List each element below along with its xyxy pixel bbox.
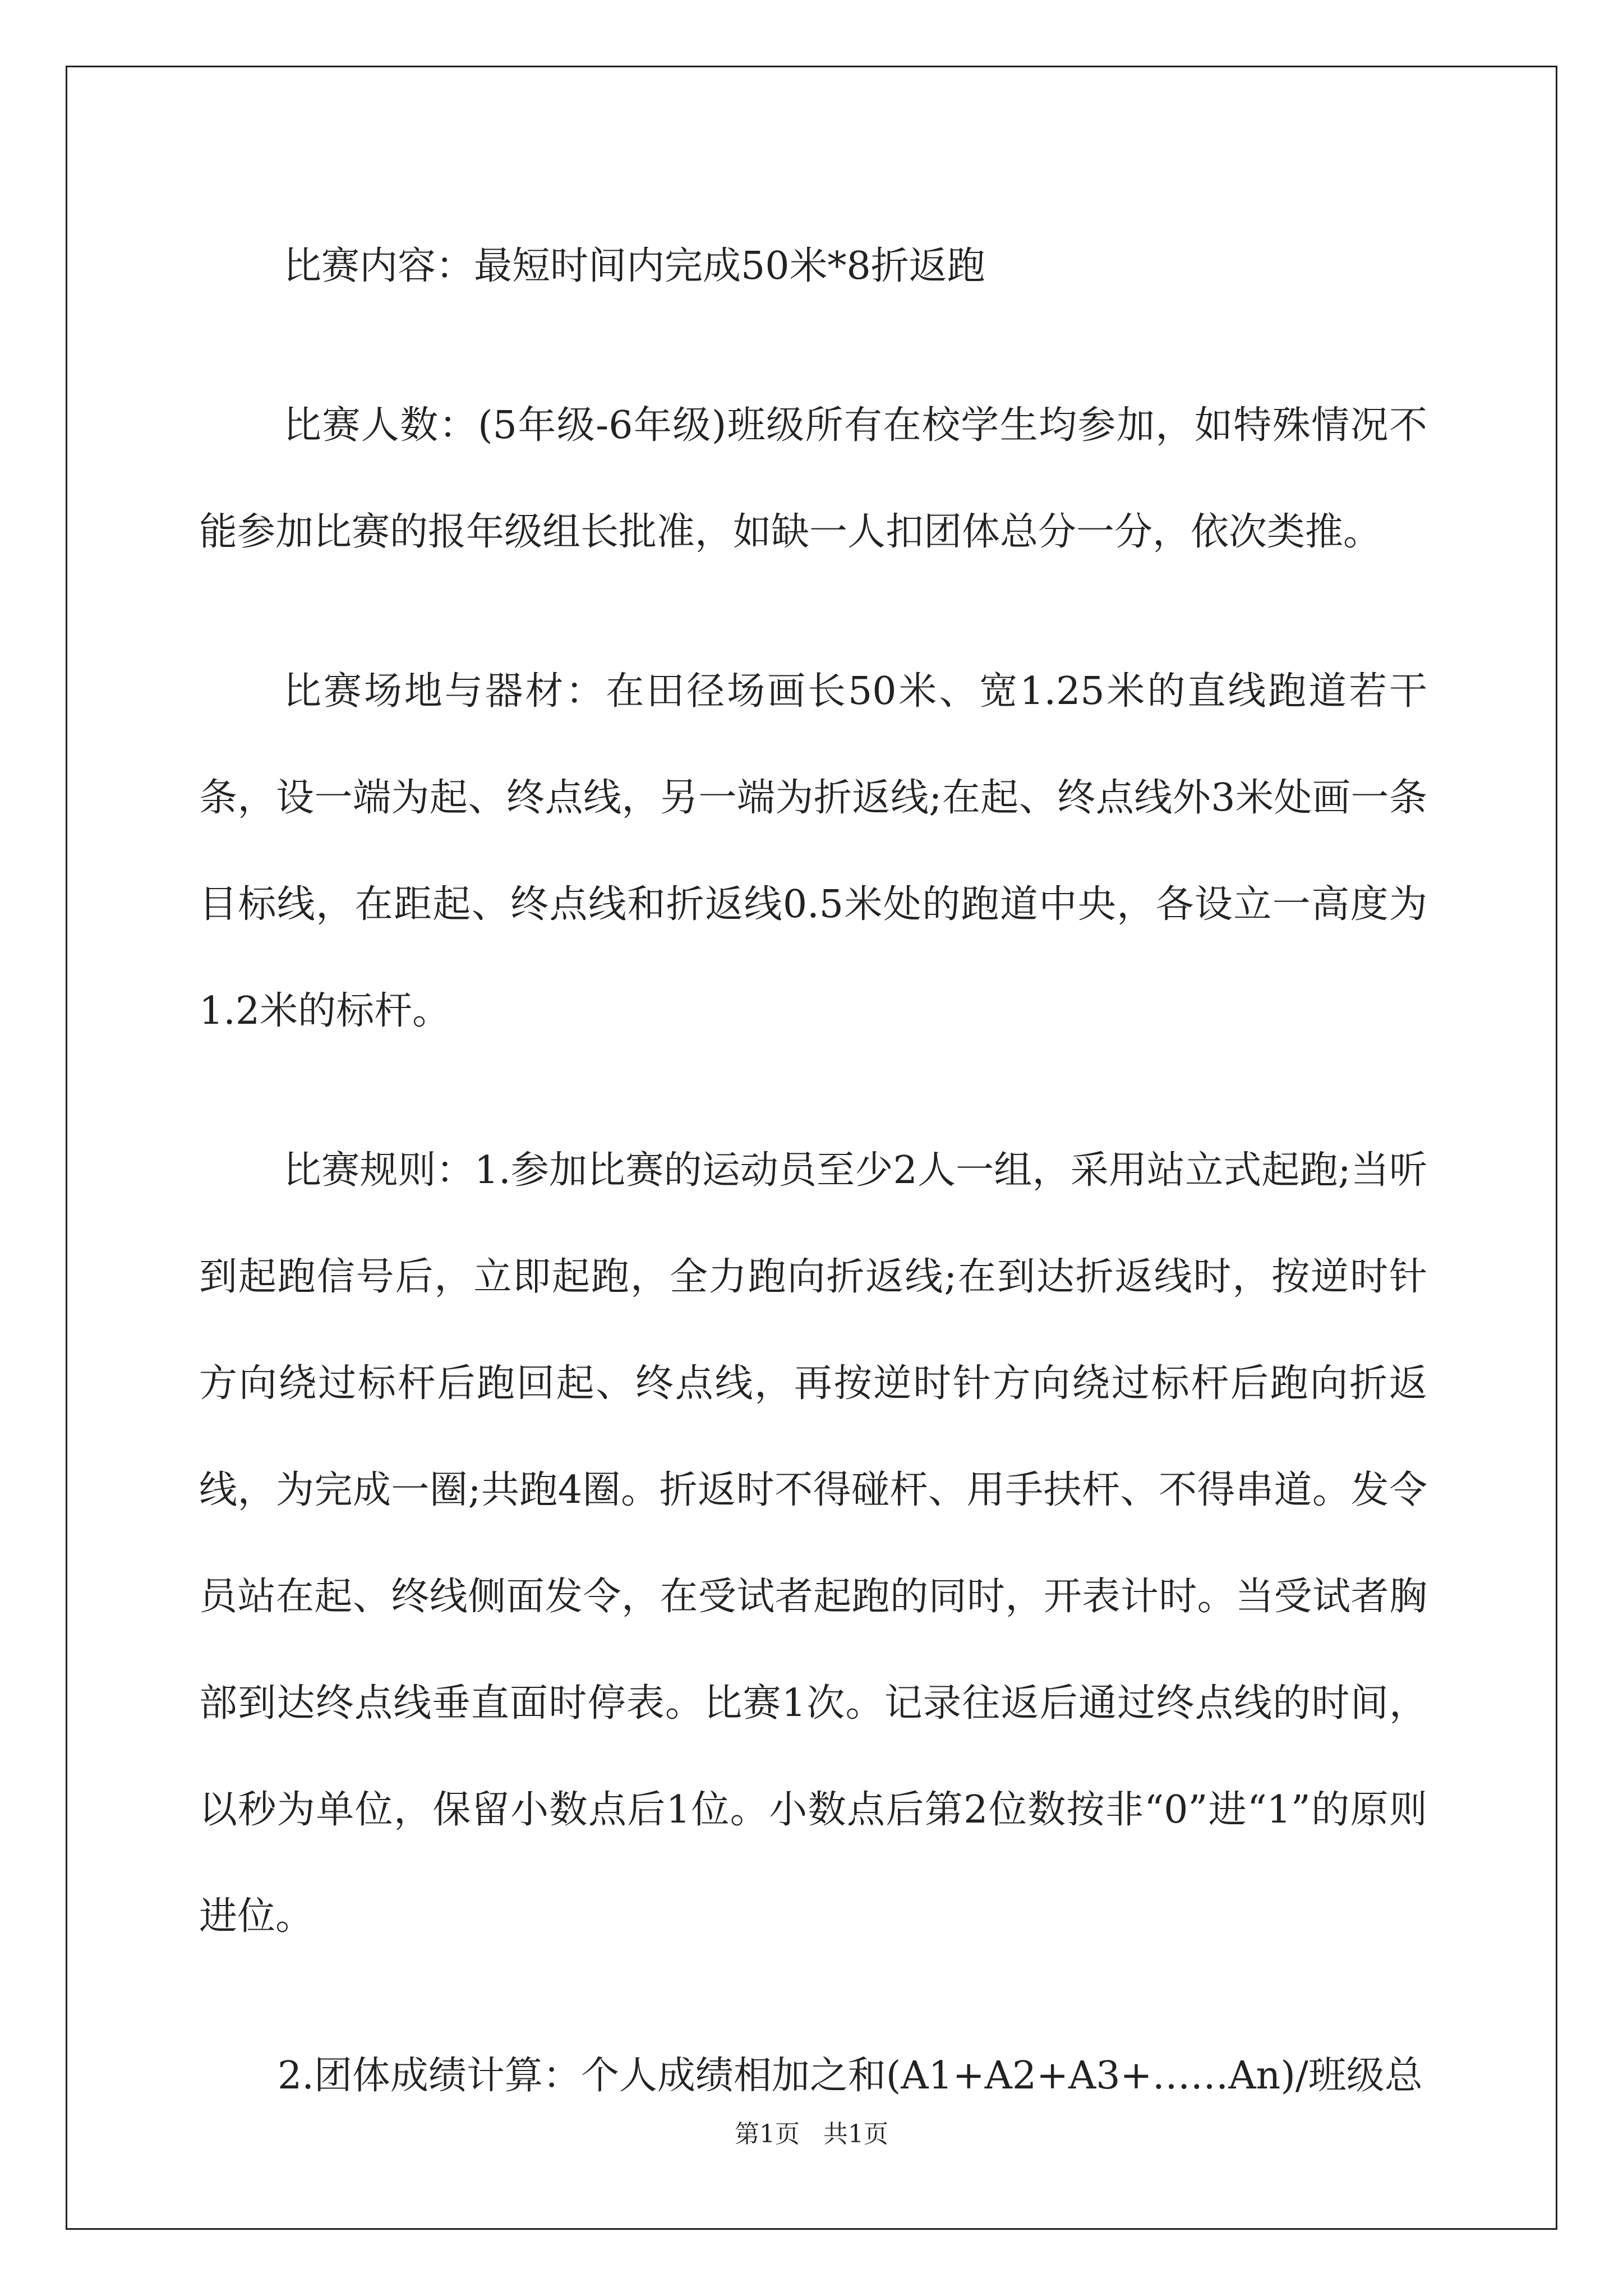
paragraph-team-score: 2.团体成绩计算：个人成绩相加之和(A1+A2+A3+……An)/班级总 <box>278 2054 1423 2098</box>
paragraph-venue-equipment: 比赛场地与器材：在田径场画长50米、宽1.25米的直线跑道若干条，设一端为起、终点线，另一端为折返线;在起、终点线外3米处画一条目标线，在距起、终点线和折返线0.5米处的跑道中央，各设立一高度为1.2米的标杆。 <box>199 669 1427 1033</box>
document-body <box>199 213 1427 2182</box>
paragraph-content: 比赛内容：最短时间内完成50米*8折返跑 <box>283 244 985 288</box>
paragraph-participants: 比赛人数：(5年级-6年级)班级所有在校学生均参加，如特殊情况不能参加比赛的报年级组长批准，如缺一人扣团体总分一分，依次类推。 <box>199 403 1427 554</box>
paragraph-rules: 比赛规则：1.参加比赛的运动员至少2人一组，采用站立式起跑;当听到起跑信号后，立即起跑，全力跑向折返线;在到达折返线时，按逆时针方向绕过标杆后跑回起、终点线，再按逆时针方向绕过标杆后跑向折返线，为完成一圈;共跑4圈。折返时不得碰杆、用手扶杆、不得串道。发令员站在起、终线侧面发令，在受试者起跑的同时，开表计时。当受试者胸部到达终点线垂直面时停表。比赛1次。记录往返后通过终点线的时间，以秒为单位，保留小数点后1位。小数点后第2位数按非“0”进“1”的原则进位。 <box>199 1148 1427 1939</box>
page-footer: 第1页 共1页 <box>735 2120 888 2148</box>
